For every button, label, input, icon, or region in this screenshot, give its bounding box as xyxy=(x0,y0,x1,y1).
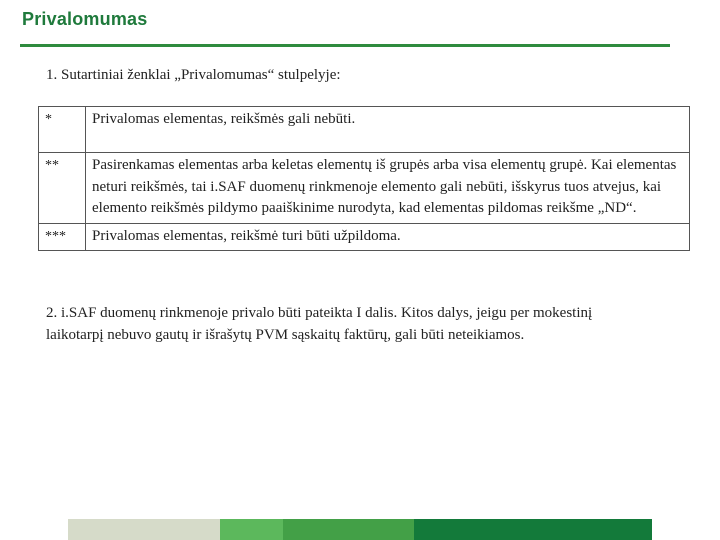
table-row xyxy=(39,153,690,224)
description-cell: Privalomas elementas, reikšmės gali nebūti. xyxy=(86,107,690,153)
footer-segment xyxy=(414,519,652,540)
symbol-cell: *** xyxy=(39,223,86,251)
table-row xyxy=(39,107,690,153)
footer-segment xyxy=(220,519,283,540)
title-divider xyxy=(20,44,670,47)
legend-table xyxy=(38,106,690,251)
note-required-part: 2. i.SAF duomenų rinkmenoje privalo būti pateikta I dalis. Kitos dalys, jeigu per mokestinį laikotarpį nebuvo gautų ir išrašytų PVM sąskaitų faktūrų, gali būti neteikiamos. xyxy=(46,305,593,343)
footer-segment xyxy=(283,519,414,540)
footer-color-bar xyxy=(68,519,652,540)
footer-segment xyxy=(68,519,220,540)
table-row xyxy=(39,223,690,251)
description-cell: Pasirenkamas elementas arba keletas elementų iš grupės arba visa elementų grupė. Kai elementas neturi reikšmės, tai i.SAF duomenų rinkmenoje elemento gali nebūti, išskyrus tuos atvejus, kai elemento reikšmės pildymo paaiškinime nurodyta, kad elementas pildomas reikšme „ND“. xyxy=(86,153,690,224)
description-cell: Privalomas elementas, reikšmė turi būti užpildoma. xyxy=(86,223,690,251)
symbol-cell: * xyxy=(39,107,86,153)
note-conventions: 1. Sutartiniai ženklai „Privalomumas“ stulpelyje: xyxy=(46,67,341,83)
page-title: Privalomumas xyxy=(22,9,148,29)
symbol-cell: ** xyxy=(39,153,86,224)
